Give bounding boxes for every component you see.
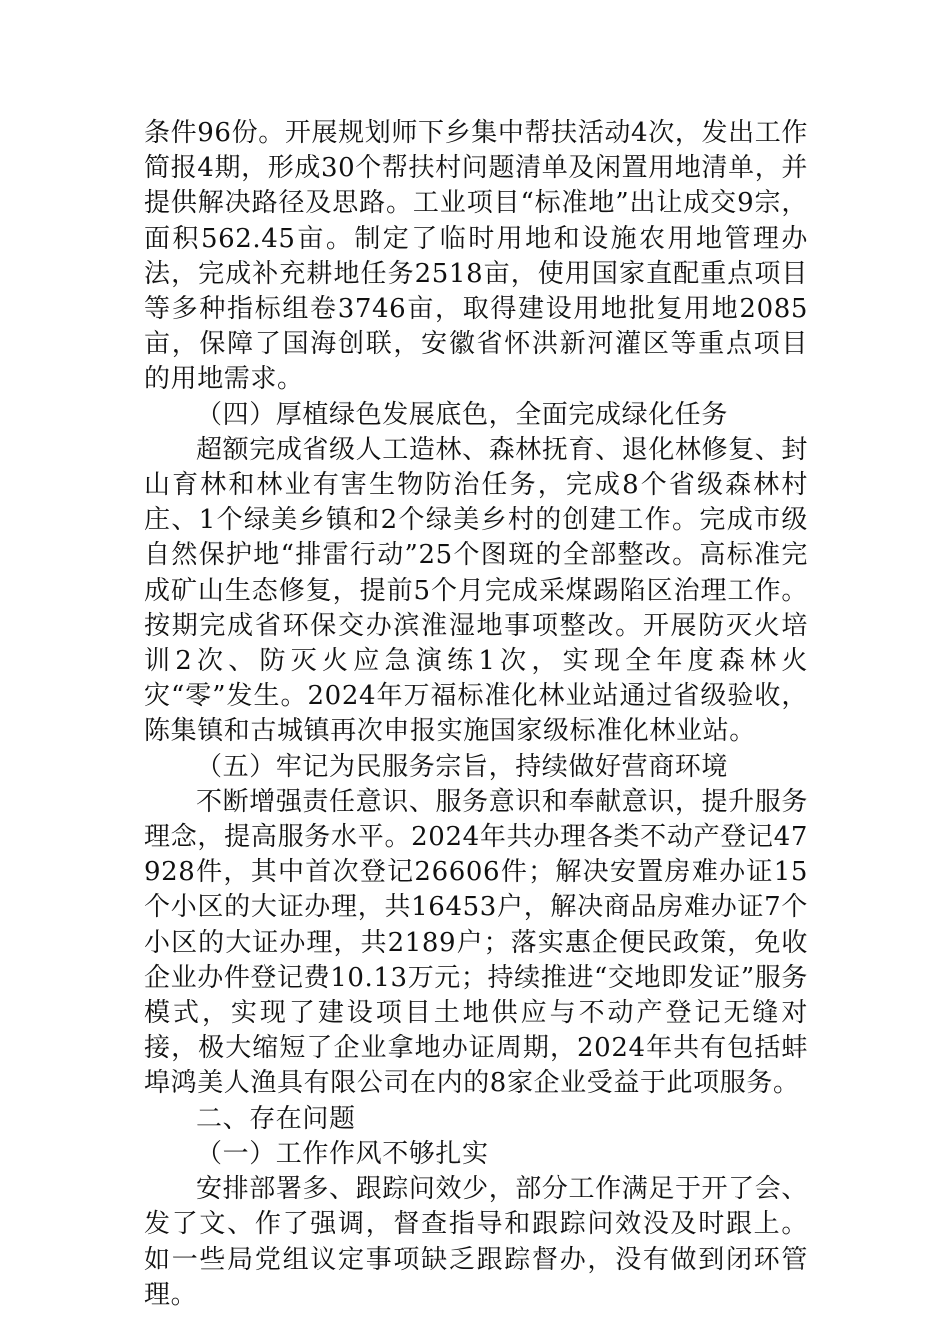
document-body	[144, 116, 808, 1313]
section-heading-work-style: （一）工作作风不够扎实	[196, 1138, 489, 1169]
section-heading-greening: （四）厚植绿色发展底色，全面完成绿化任务	[196, 399, 729, 430]
chapter-heading-problems: 二、存在问题	[196, 1103, 356, 1134]
body-paragraph-business-environment: 不断增强责任意识、服务意识和奉献意识，提升服务理念，提高服务水平。2024年共办理各类不动产登记47928件，其中首次登记26606件；解决安置房难办证15个小区的大证办理，共16453户，解决商品房难办证7个小区的大证办理，共2189户；落实惠企便民政策，免收企业办件登记费10.13万元；持续推进“交地即发证”服务模式，实现了建设项目土地供应与不动产登记无缝对接，极大缩短了企业拿地办证周期，2024年共有包括蚌埠鸿美人渔具有限公司在内的8家企业受益于此项服务。	[144, 786, 808, 1099]
section-heading-business-environment: （五）牢记为民服务宗旨，持续做好营商环境	[196, 751, 729, 782]
body-paragraph-work-style: 安排部署多、跟踪问效少，部分工作满足于开了会、发了文、作了强调，督查指导和跟踪问效没及时跟上。如一些局党组议定事项缺乏跟踪督办，没有做到闭环管理。	[144, 1174, 808, 1310]
body-paragraph-land-use: 条件96份。开展规划师下乡集中帮扶活动4次，发出工作简报4期，形成30个帮扶村问题清单及闲置用地清单，并提供解决路径及思路。工业项目“标准地”出让成交9宗，面积562.45亩。制定了临时用地和设施农用地管理办法，完成补充耕地任务2518亩，使用国家直配重点项目等多种指标组卷3746亩，取得建设用地批复用地2085亩，保障了国海创联，安徽省怀洪新河灌区等重点项目的用地需求。	[144, 118, 808, 395]
body-paragraph-greening: 超额完成省级人工造林、森林抚育、退化林修复、封山育林和林业有害生物防治任务，完成8个省级森林村庄、1个绿美乡镇和2个绿美乡村的创建工作。完成市级自然保护地“排雷行动”25个图斑的全部整改。高标准完成矿山生态修复，提前5个月完成采煤踢陷区治理工作。按期完成省环保交办滨淮湿地事项整改。开展防灭火培训2次、防灭火应急演练1次，实现全年度森林火灾“零”发生。2024年万福标准化林业站通过省级验收，陈集镇和古城镇再次申报实施国家级标准化林业站。	[144, 434, 808, 747]
